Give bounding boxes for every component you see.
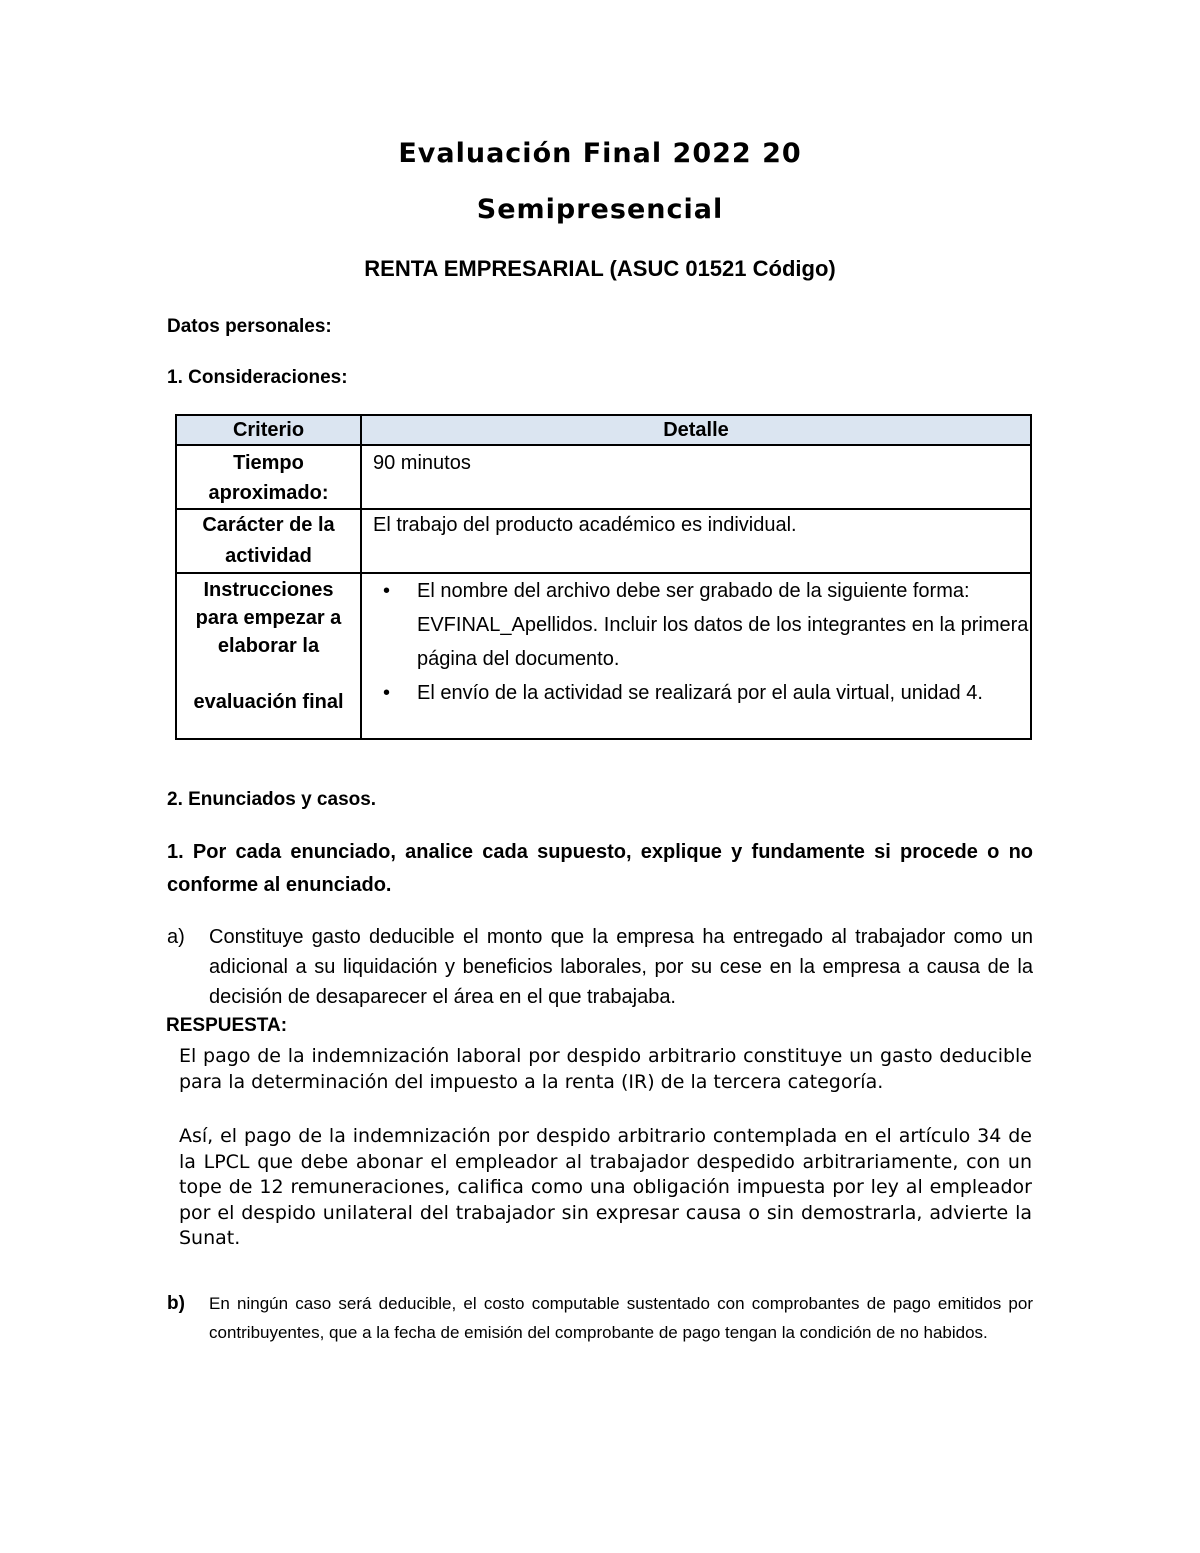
course-title: RENTA EMPRESARIAL (ASUC 01521 Código) [364,256,836,281]
item-b-text: En ningún caso será deducible, el costo computable sustentado con comprobantes de pago emitidos por contribuyentes, que a la fecha de emisión del comprobante de pago tengan la condición de no habidos. [209,1294,1033,1342]
detalle-cell [361,509,1031,573]
table-row [176,445,1031,509]
criterio-cell [176,573,361,739]
criterio-cell [176,445,361,509]
instructions-list [373,574,1030,710]
detalle-cell [361,573,1031,739]
list-item-text: El envío de la actividad se realizará por el aula virtual, unidad 4. [417,682,983,704]
personal-data-label: Datos personales: [167,316,332,337]
bullet-icon: • [383,682,391,704]
criterio-text: Tiempo aproximado: [208,452,329,504]
detalle-text: 90 minutos [373,452,471,474]
section-2-heading: 2. Enunciados y casos. [167,789,377,810]
answer-paragraph-2: Así, el pago de la indemnización por despido arbitrario contemplada en el artículo 34 de la LPCL que debe abonar el empleador al trabajador despedido arbitrariamente, con un tope de 12 remuneraciones, califica como una obligación impuesta por ley al empleador por el despido unilateral del trabajador sin expresar causa o sin demostrarla, advierte la Sunat. [179,1125,1032,1249]
table-row [176,509,1031,573]
table-header-row [176,415,1031,445]
criterio-line: para empezar a [195,607,342,629]
page-title: Evaluación Final 2022 20 [398,138,802,169]
detalle-text: El trabajo del producto académico es individual. [373,514,797,536]
item-b [167,1290,1033,1347]
page-subtitle: Semipresencial [476,194,724,225]
criterio-text: Carácter de la actividad [202,514,335,567]
item-a [167,922,1033,1012]
question-1-heading: 1. Por cada enunciado, analice cada supuesto, explique y fundamente si procede o no conforme al enunciado. [167,841,1033,896]
criterio-line: evaluación final [193,691,344,713]
answer-label: RESPUESTA: [166,1015,288,1036]
detalle-cell [361,445,1031,509]
list-item [383,676,1030,710]
criterio-text [177,574,360,716]
answer-paragraph-1: El pago de la indemnización laboral por despido arbitrario constituye un gasto deducible para la determinación del impuesto a la renta (IR) de la tercera categoría. [179,1045,1032,1093]
list-item-text: El nombre del archivo debe ser grabado de la siguiente forma: EVFINAL_Apellidos. Incluir los datos de los integrantes en la primera página del documento. [417,580,1029,670]
criterio-cell [176,509,361,573]
list-item [383,574,1030,676]
criterio-line: Instrucciones [203,579,334,601]
table-row [176,573,1031,739]
considerations-table [175,414,1032,740]
header-detalle: Detalle [361,415,1031,445]
item-a-marker: a) [167,926,185,948]
section-1-heading: 1. Consideraciones: [167,367,348,388]
item-b-marker: b) [167,1293,185,1314]
header-criterio: Criterio [176,415,361,445]
bullet-icon: • [383,580,391,602]
criterio-line: elaborar la [217,635,320,657]
item-a-text: Constituye gasto deducible el monto que la empresa ha entregado al trabajador como un adicional a su liquidación y beneficios laborales, por su cese en la empresa a causa de la decisión de desaparecer el área en el que trabajaba. [209,926,1033,1008]
